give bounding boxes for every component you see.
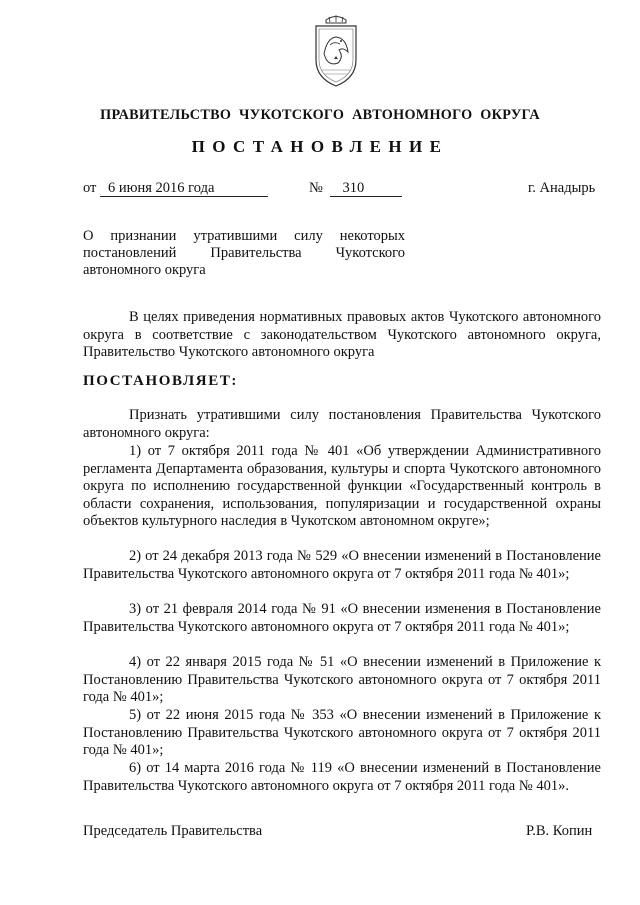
date-prefix: от (83, 180, 97, 196)
date-field (83, 180, 268, 197)
number-sign: № (309, 180, 323, 196)
number-field (309, 180, 402, 197)
number-value: 310 (330, 181, 402, 197)
coat-of-arms-icon (310, 14, 362, 90)
list-item: 6) от 14 марта 2016 года № 119 «О внесении изменений в Постановление Правительства Чукотского автономного округа от 7 октября 2011 года № 401». (83, 760, 601, 794)
document-subject (83, 228, 405, 280)
intro-paragraph: Признать утратившими силу постановления Правительства Чукотского автономного округа: (83, 407, 601, 441)
list-item: 3) от 21 февраля 2014 года № 91 «О внесении изменения в Постановление Правительства Чукотского автономного округа от 7 октября 2011 года № 401»; (83, 601, 601, 635)
list-item: 5) от 22 июня 2015 года № 353 «О внесении изменений в Приложение к Постановлению Правительства Чукотского автономного округа от 7 октября 2011 года № 401»; (83, 707, 601, 759)
signatory-name: Р.В. Копин (526, 823, 593, 839)
list-item: 2) от 24 декабря 2013 года № 529 «О внесении изменений в Постановление Правительства Чукотского автономного округа от 7 октября 2011 года № 401»; (83, 548, 601, 582)
date-value: 6 июня 2016 года (100, 181, 268, 197)
signatory-position: Председатель Правительства (83, 823, 263, 839)
document-type-title: ПОСТАНОВЛЕНИЕ (191, 137, 449, 156)
preamble: В целях приведения нормативных правовых актов Чукотского автономного округа в соответствие с законодательством Чукотского автономного округа, Правительство Чукотского автономного округа (83, 309, 601, 361)
list-item: 4) от 22 января 2015 года № 51 «О внесении изменений в Приложение к Постановлению Правительства Чукотского автономного округа от 7 октября 2011 года № 401»; (83, 654, 601, 706)
subject-line: автономного округа (83, 262, 206, 279)
subject-line: постановлений Правительства Чукотского (83, 245, 405, 262)
list-item: 1) от 7 октября 2011 года № 401 «Об утверждении Административного регламента Департамента образования, культуры и спорта Чукотского автономного округа по исполнению государственной функции «Государственный контроль в области сохранения, использования, популяризации и государственной охраны объектов культурного наследия в Чукотском автономном округе»; (83, 443, 601, 530)
government-name: ПРАВИТЕЛЬСТВО ЧУКОТСКОГО АВТОНОМНОГО ОКРУГА (100, 107, 540, 123)
decree-heading: ПОСТАНОВЛЯЕТ: (83, 373, 239, 389)
place: г. Анадырь (528, 180, 596, 196)
subject-line: О признании утратившими силу некоторых (83, 228, 405, 244)
